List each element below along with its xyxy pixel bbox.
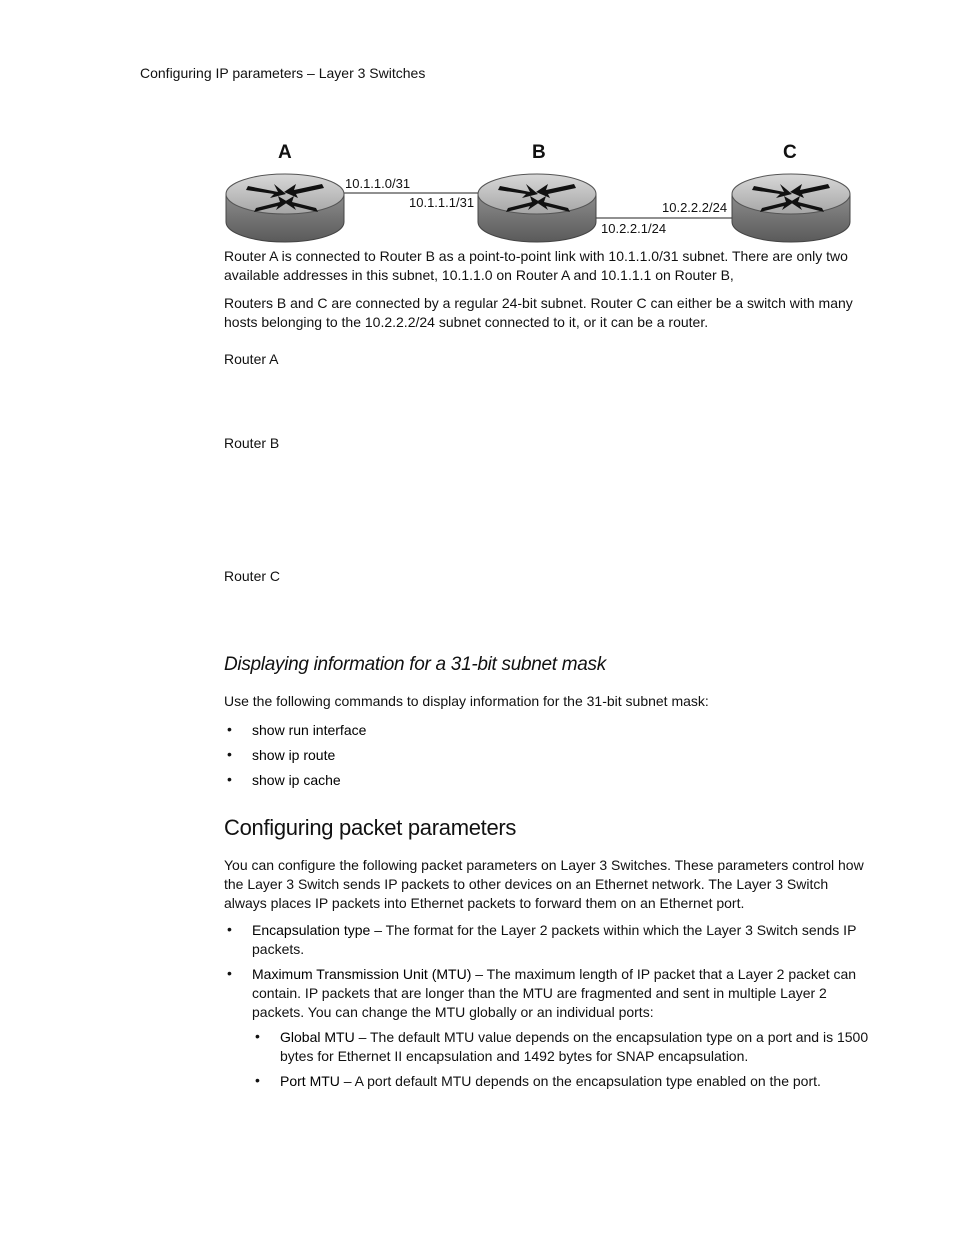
paragraph-regular-subnet: Routers B and C are connected by a regular 24-bit subnet. Router C can either be a switch with many hosts belonging to the 10.2.2.2/24 subnet connected to it, or it can be a router.: [224, 295, 853, 330]
heading-packet-parameters: Configuring packet parameters: [224, 815, 517, 840]
link-label-c: 10.2.2.2/24: [662, 200, 728, 215]
bullet-icon: •: [227, 965, 232, 981]
bullet-icon: •: [227, 746, 232, 762]
router-a-label: Router A: [224, 351, 279, 367]
bullet-icon: •: [255, 1072, 260, 1088]
router-c-icon: [732, 174, 850, 242]
command-text: show run interface: [252, 722, 367, 738]
bullet-icon: •: [227, 771, 232, 787]
router-b-icon: [478, 174, 596, 242]
list-item: [224, 771, 874, 790]
parameter-list: [224, 921, 874, 1097]
command-list: [224, 721, 874, 796]
list-item: [252, 1072, 874, 1091]
paragraph-point-to-point: Router A is connected to Router B as a point-to-point link with 10.1.1.0/31 subnet. There are only two available addresses in this subnet, 10.1.1.0 on Router A and 10.1.1.1 on Router B,: [224, 248, 848, 283]
list-item: [224, 965, 874, 1022]
link-label-a: 10.1.1.0/31: [345, 176, 411, 191]
command-text: show ip route: [252, 747, 336, 763]
param-term: Port MTU: [280, 1073, 340, 1089]
section-intro: Use the following commands to display information for the 31-bit subnet mask:: [224, 693, 709, 709]
param-term: Maximum Transmission Unit (MTU): [252, 966, 472, 982]
param-desc: – A port default MTU depends on the encapsulation type enabled on the port.: [339, 1073, 821, 1089]
network-diagram: [222, 138, 854, 246]
router-c-label: Router C: [224, 568, 281, 584]
section-heading-31bit: Displaying information for a 31-bit subnet mask: [224, 654, 606, 675]
router-a-icon: [226, 174, 344, 242]
param-desc: – The default MTU value depends on the encapsulation type on a port and is 1500 bytes for Ethernet II encapsulation and 1492 bytes for SNAP encapsulation.: [280, 1029, 869, 1064]
list-item: [224, 746, 874, 765]
param-desc: – The format for the Layer 2 packets within which the Layer 3 Switch sends IP packets.: [252, 922, 857, 957]
link-label-b-left: 10.1.1.1/31: [409, 195, 475, 210]
page-header: Configuring IP parameters – Layer 3 Switches: [140, 65, 426, 81]
link-label-b-right: 10.2.2.1/24: [601, 221, 667, 236]
param-desc: – The maximum length of IP packet that a Layer 2 packet can contain. IP packets that are longer than the MTU are fragmented and sent in multiple Layer 2 packets. You can change the MTU globally or an individual ports:: [252, 966, 857, 1020]
bullet-icon: •: [227, 921, 232, 937]
param-term: Encapsulation type: [252, 922, 371, 938]
router-letter-c: C: [783, 142, 797, 163]
list-item: [224, 721, 874, 740]
sub-parameter-list: [252, 1028, 874, 1091]
list-item: [252, 1028, 874, 1066]
packet-intro: You can configure the following packet parameters on Layer 3 Switches. These parameters control how the Layer 3 Switch sends IP packets to other devices on an Ethernet network. The Layer 3 Switch always places IP packets into Ethernet packets to forward them on an Ethernet port.: [224, 857, 864, 911]
bullet-icon: •: [255, 1028, 260, 1044]
list-item: [224, 921, 874, 959]
bullet-icon: •: [227, 721, 232, 737]
router-b-label: Router B: [224, 435, 280, 451]
router-letter-b: B: [532, 142, 546, 163]
param-term: Global MTU: [280, 1029, 355, 1045]
command-text: show ip cache: [252, 772, 341, 788]
router-letter-a: A: [278, 142, 292, 163]
